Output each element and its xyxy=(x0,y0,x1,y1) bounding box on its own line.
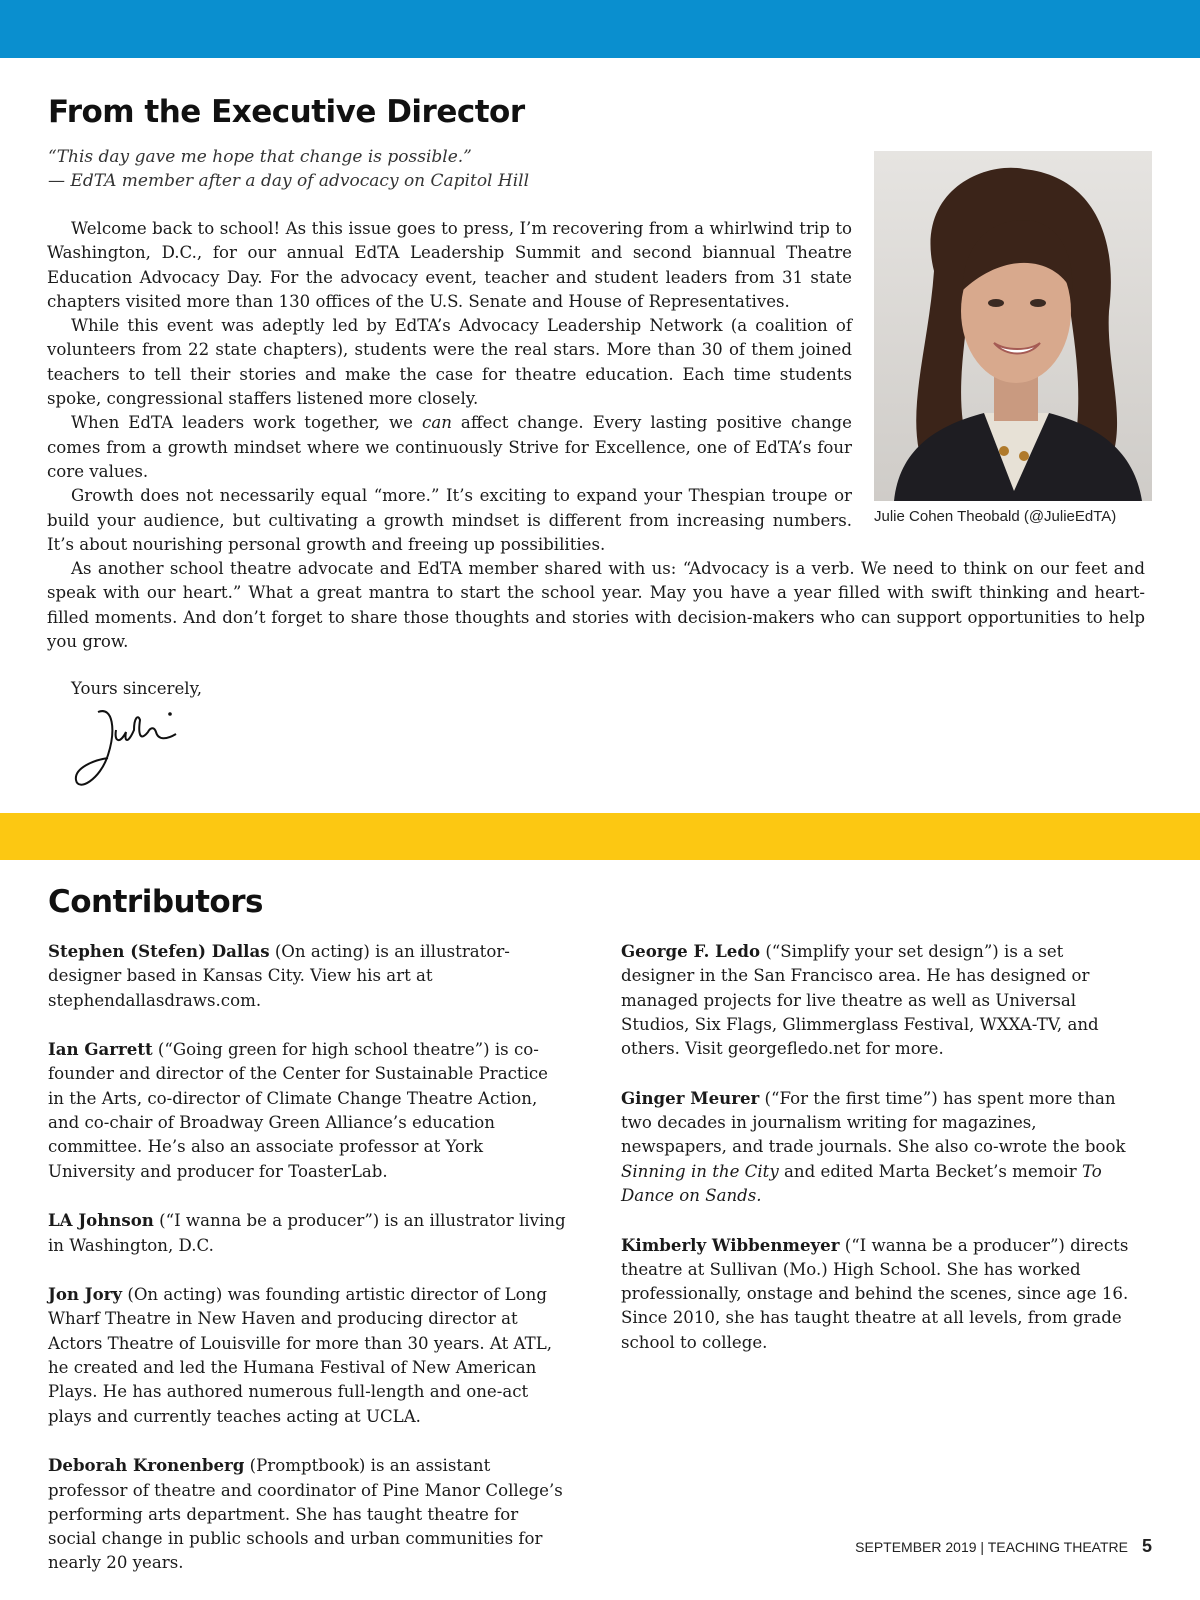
contributor-entry xyxy=(48,1208,566,1258)
contributor-name: Jon Jory xyxy=(48,1284,123,1305)
contributor-entry xyxy=(48,1453,566,1575)
contributor-name: Kimberly Wibbenmeyer xyxy=(621,1234,840,1255)
contributor-bio: (“For the first time”) has spent more than two decades in journalism writing for magazines, newspapers, and trade journals. She also co-wrote the book xyxy=(621,1088,1126,1157)
handwritten-signature xyxy=(68,700,188,795)
issue-label: SEPTEMBER 2019 | TEACHING THEATRE xyxy=(855,1539,1128,1555)
contributor-entry xyxy=(621,1233,1139,1355)
contributor-entry xyxy=(48,1282,566,1429)
epigraph-quote: “This day gave me hope that change is possible.” xyxy=(48,147,472,167)
closing-line: Yours sincerely, xyxy=(71,679,203,698)
letter-paragraph xyxy=(47,411,852,484)
contributor-name: Ian Garrett xyxy=(48,1039,153,1060)
section-divider-band xyxy=(0,813,1200,860)
contributor-bio: (“I wanna be a producer”) is an illustrator living in Washington, D.C. xyxy=(48,1211,566,1255)
contributor-name: LA Johnson xyxy=(48,1210,154,1231)
contributors-title: Contributors xyxy=(48,884,263,920)
contributor-bio: (“I wanna be a producer”) directs theatre at Sullivan (Mo.) High School. She has worked professionally, onstage and behind the scenes, since age 16. Since 2010, she has taught theatre at all levels, from grade school to college. xyxy=(621,1235,1129,1352)
contributors-column-left xyxy=(48,939,566,1600)
section-title: From the Executive Director xyxy=(48,94,525,130)
book-title: Sinning in the City xyxy=(621,1161,779,1181)
book-title: To Dance on Sands. xyxy=(621,1161,1102,1205)
emphasis-text: can xyxy=(422,413,452,433)
contributor-name: Deborah Kronenberg xyxy=(48,1455,245,1476)
contributor-bio: (“Going green for high school theatre”) is co-founder and director of the Center for Sustainable Practice in the Arts, co-director of Climate Change Theatre Action, and co-chair of Broadway Green Alliance’s education committee. He’s also an associate professor at York University and producer for ToasterLab. xyxy=(48,1040,548,1181)
contributor-bio: (On acting) was founding artistic director of Long Wharf Theatre in New Haven and producing director at Actors Theatre of Louisville for more than 30 years. At ATL, he created and led the Humana Festival of New American Plays. He has authored numerous full-length and one-act plays and currently teaches acting at UCLA. xyxy=(48,1285,552,1426)
page-footer xyxy=(855,1536,1152,1557)
epigraph-attribution: — EdTA member after a day of advocacy on Capitol Hill xyxy=(48,171,530,191)
epigraph xyxy=(48,145,688,193)
contributor-bio: (On acting) is an illustrator-designer based in Kansas City. View his art at stephendallasdraws.com. xyxy=(48,942,510,1010)
contributor-entry xyxy=(621,1086,1139,1208)
contributors-column-right xyxy=(621,939,1139,1379)
contributor-bio: and edited Marta Becket’s memoir xyxy=(778,1161,1082,1181)
top-color-band xyxy=(0,0,1200,58)
letter-paragraph: Growth does not necessarily equal “more.” It’s exciting to expand your Thespian troupe or build your audience, but cultivating a growth mindset is different from increasing numbers. It’s about nourishing personal growth and freeing up possibilities. xyxy=(47,486,852,554)
page-number: 5 xyxy=(1141,1536,1152,1556)
contributor-bio: (“Simplify your set design”) is a set designer in the San Francisco area. He has designed or managed projects for live theatre as well as Universal Studios, Six Flags, Glimmerglass Festival, WXXA-TV, and others. Visit georgefledo.net for more. xyxy=(621,942,1099,1059)
photo-caption: Julie Cohen Theobald (@JulieEdTA) xyxy=(874,508,1117,525)
letter-paragraph: Welcome back to school! As this issue goes to press, I’m recovering from a whirlwind trip to Washington, D.C., for our annual EdTA Leadership Summit and second biannual Theatre Education Advocacy Day. For the advocacy event, teacher and student leaders from 31 state chapters visited more than 130 offices of the U.S. Senate and House of Representatives. xyxy=(47,219,852,311)
text-run: When EdTA leaders work together, we xyxy=(71,413,423,433)
contributor-name: Stephen (Stefen) Dallas xyxy=(48,941,270,961)
contributor-entry xyxy=(48,939,566,1013)
contributor-bio: (Promptbook) is an assistant professor of theatre and coordinator of Pine Manor College’s performing arts department. She has taught theatre for social change in public schools and urban communities for nearly 20 years. xyxy=(48,1456,563,1573)
contributor-name: Ginger Meurer xyxy=(621,1087,760,1108)
letter-paragraph: While this event was adeptly led by EdTA’s Advocacy Leadership Network (a coalition of volunteers from 22 state chapters), students were the real stars. More than 30 of them joined teachers to tell their stories and make the case for theatre education. Each time students spoke, congressional staffers listened more closely. xyxy=(47,316,852,409)
text-run: affect change. Every lasting positive change comes from a growth mindset where we continuously Strive for Excellence, one of EdTA’s four core values. xyxy=(47,413,852,481)
letter-body xyxy=(47,217,1145,654)
contributor-name: George F. Ledo xyxy=(621,941,761,961)
contributor-entry xyxy=(621,939,1139,1061)
letter-paragraph: As another school theatre advocate and EdTA member shared with us: “Advocacy is a verb. We need to think on our feet and speak with our heart.” What a great mantra to start the school year. May you have a year filled with swift thinking and heart-filled moments. And don’t forget to share those thoughts and stories with decision-makers who can support opportunities to help you grow. xyxy=(47,559,1145,652)
contributor-entry xyxy=(48,1037,566,1184)
